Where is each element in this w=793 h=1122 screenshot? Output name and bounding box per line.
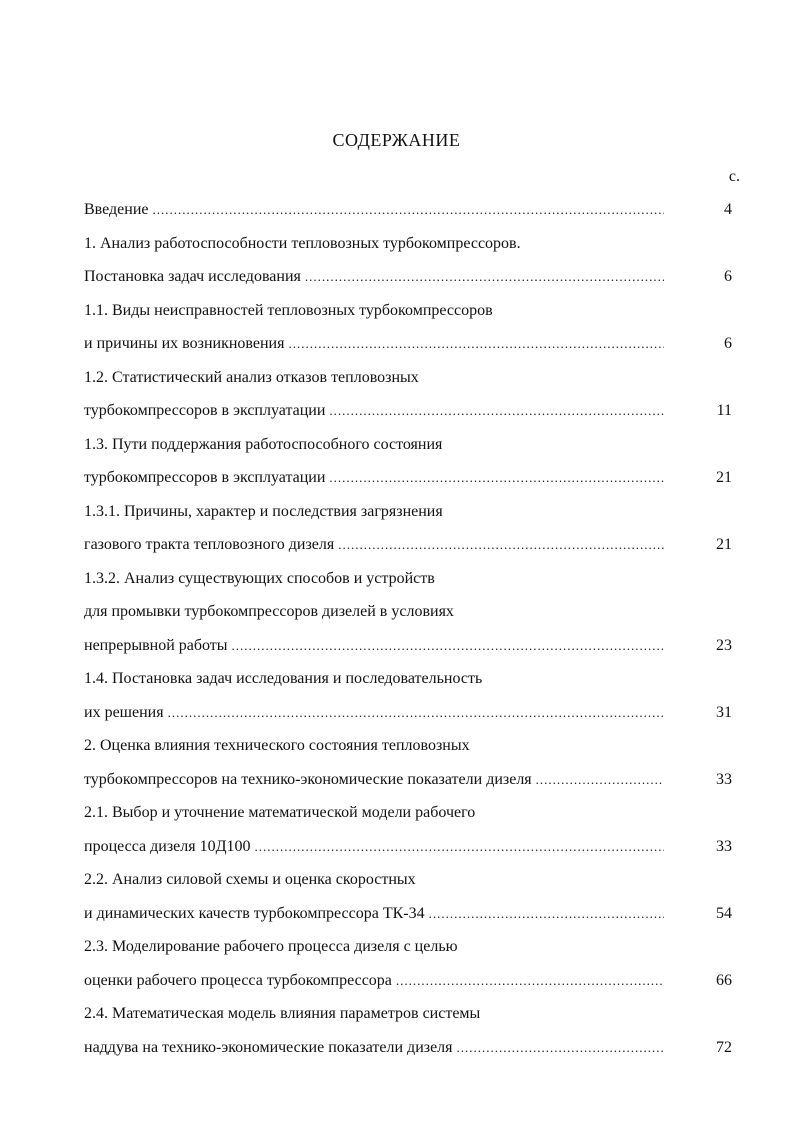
- leader-dots: [305, 267, 664, 287]
- toc-page-number: 33: [716, 837, 732, 855]
- toc-entry-line: [84, 636, 664, 656]
- toc-entry-text: непрерывной работы: [84, 636, 228, 654]
- toc-entry-line: [84, 301, 664, 321]
- toc-page-number: 31: [716, 703, 732, 721]
- toc-entry-text: наддува на технико-экономические показатели дизеля: [84, 1038, 453, 1056]
- toc-entry-text: Введение: [84, 201, 149, 218]
- toc-entry-text: 2.1. Выбор и уточнение математической модели рабочего: [84, 804, 476, 821]
- toc-entry-text: 1. Анализ работоспособности тепловозных турбокомпрессоров.: [84, 234, 521, 252]
- leader-dots: [168, 703, 664, 723]
- leader-dots: [329, 401, 664, 421]
- toc-entry-line: [84, 200, 664, 220]
- toc-entry-text: оценки рабочего процесса турбокомпрессора: [84, 971, 392, 989]
- toc-entry-text: 2.4. Математическая модель влияния параметров системы: [84, 1005, 481, 1022]
- toc-page-number: 6: [724, 268, 732, 285]
- toc-entry-line: [84, 837, 664, 857]
- toc-page-number: 72: [716, 1038, 732, 1056]
- toc-entry-line: [84, 368, 664, 388]
- toc-entry-line: [84, 669, 664, 689]
- toc-entry-line: [84, 602, 664, 622]
- toc-entry-text: 1.3.2. Анализ существующих способов и устройств: [84, 569, 435, 587]
- leader-dots: [255, 837, 664, 857]
- toc-entry-line: [84, 703, 664, 723]
- toc-entry-text: Постановка задач исследования: [84, 268, 301, 285]
- toc-page-number: 66: [716, 971, 732, 989]
- leader-dots: [153, 200, 665, 220]
- toc-entry-line: [84, 334, 664, 354]
- toc-entry-line: [84, 770, 664, 790]
- toc-entry-line: [84, 535, 664, 555]
- toc-entry-text: 1.2. Статистический анализ отказов тепловозных: [84, 368, 419, 386]
- toc-page-number: 11: [716, 402, 732, 419]
- toc-entry-line: [84, 267, 664, 287]
- page-column-label: с.: [728, 168, 740, 185]
- toc-page-number: 23: [716, 636, 732, 654]
- toc-entry-line: [84, 937, 664, 957]
- toc-entry-text: газового тракта тепловозного дизеля: [84, 536, 335, 553]
- toc-entry-text: турбокомпрессоров на технико-экономические показатели дизеля: [84, 770, 532, 788]
- toc-entry-text: процесса дизеля 10Д100: [84, 837, 251, 855]
- toc-entry-line: [84, 502, 664, 522]
- toc-entry-line: [84, 803, 664, 823]
- toc-page-number: 21: [716, 536, 732, 553]
- toc-page-number: 4: [724, 201, 732, 218]
- toc-page-number: 54: [716, 904, 732, 922]
- toc-entry-line: [84, 904, 664, 924]
- toc-entry-text: для промывки турбокомпрессоров дизелей в условиях: [84, 603, 454, 620]
- toc-page-number: 6: [724, 335, 732, 352]
- leader-dots: [329, 468, 664, 488]
- toc-entry-line: [84, 1038, 664, 1058]
- toc-entry-text: 1.3. Пути поддержания работоспособного состояния: [84, 435, 443, 453]
- toc-entry-text: 1.1. Виды неисправностей тепловозных турбокомпрессоров: [84, 301, 493, 319]
- toc-entry-line: [84, 736, 664, 756]
- leader-dots: [536, 770, 664, 790]
- toc-entry-text: 2.3. Моделирование рабочего процесса дизеля с целью: [84, 938, 458, 955]
- toc-entry-line: [84, 870, 664, 890]
- toc-entry-line: [84, 234, 664, 254]
- toc-entry-text: 1.3.1. Причины, характер и последствия загрязнения: [84, 502, 443, 520]
- toc-entry-text: их решения: [84, 703, 164, 721]
- toc-entry-text: и динамических качеств турбокомпрессора ТК-34: [84, 904, 425, 922]
- toc-entry-text: 2.2. Анализ силовой схемы и оценка скоростных: [84, 871, 416, 888]
- leader-dots: [232, 636, 664, 656]
- leader-dots: [457, 1038, 664, 1058]
- toc-entry-line: [84, 1004, 664, 1024]
- toc-entry-text: турбокомпрессоров в эксплуатации: [84, 402, 326, 419]
- leader-dots: [338, 535, 664, 555]
- toc-entry-line: [84, 468, 664, 488]
- toc-entry-text: 1.4. Постановка задач исследования и последовательность: [84, 670, 483, 687]
- toc-entry-line: [84, 971, 664, 991]
- toc-entry-line: [84, 435, 664, 455]
- toc-page-number: 21: [716, 469, 732, 486]
- leader-dots: [288, 334, 664, 354]
- page-title: СОДЕРЖАНИЕ: [332, 130, 461, 150]
- toc-entry-text: 2. Оценка влияния технического состояния тепловозных: [84, 737, 470, 754]
- toc-page-number: 33: [716, 770, 732, 788]
- toc-entry-text: турбокомпрессоров в эксплуатации: [84, 469, 326, 486]
- leader-dots: [396, 971, 664, 991]
- toc-entry-text: и причины их возникновения: [84, 335, 285, 352]
- toc-entry-line: [84, 401, 664, 421]
- toc-entry-line: [84, 569, 664, 589]
- leader-dots: [429, 904, 664, 924]
